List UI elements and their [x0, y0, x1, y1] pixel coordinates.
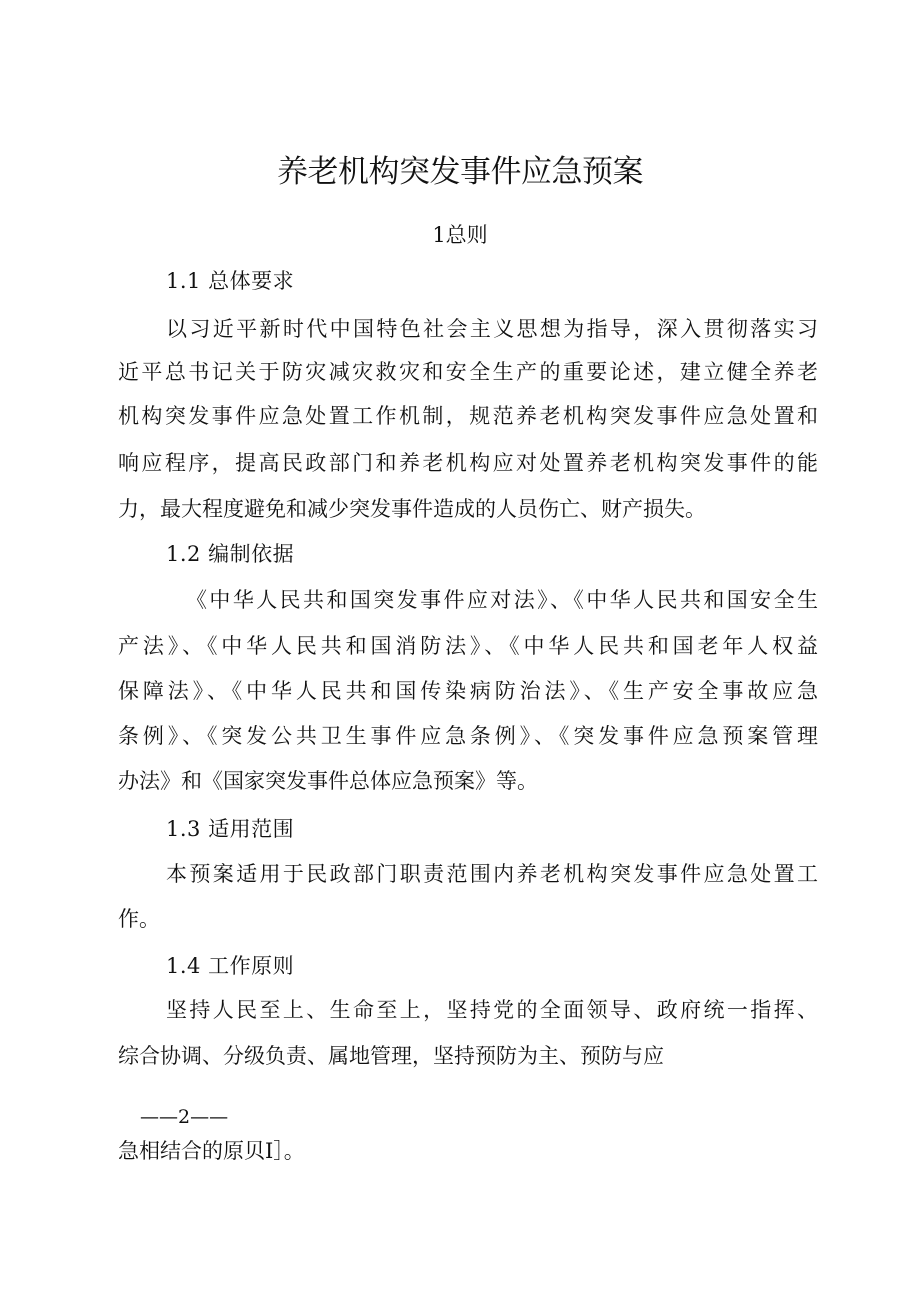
- paragraph-line: 《中华人民共和国突发事件应对法》、《中华人民共和国安全生: [186, 588, 818, 612]
- paragraph-line: 响应程序，提高民政部门和养老机构应对处置养老机构突发事件的能: [118, 451, 818, 475]
- paragraph-line: 条例》、《突发公共卫生事件应急条例》、《突发事件应急预案管理: [118, 724, 818, 748]
- page-title: 养老机构突发事件应急预案: [277, 154, 643, 190]
- paragraph-line: 综合协调、分级负责、属地管理，坚持预防为主、预防与应: [118, 1044, 664, 1068]
- section-heading-1-1: 1.1 总体要求: [166, 269, 295, 293]
- paragraph-line: 作。: [118, 907, 160, 931]
- section-heading-1-4: 1.4 工作原则: [166, 954, 295, 978]
- section-heading-1-2: 1.2 编制依据: [166, 542, 295, 566]
- paragraph-line: 机构突发事件应急处置工作机制，规范养老机构突发事件应急处置和: [118, 404, 818, 428]
- section-heading-1-3: 1.3 适用范围: [166, 817, 295, 841]
- paragraph-line: 以习近平新时代中国特色社会主义思想为指导，深入贯彻落实习: [166, 317, 818, 341]
- paragraph-line: 产法》、《中华人民共和国消防法》、《中华人民共和国老年人权益: [118, 634, 818, 658]
- paragraph-line: 近平总书记关于防灾减灾救灾和安全生产的重要论述，建立健全养老: [118, 360, 818, 384]
- paragraph-line: 力，最大程度避免和减少突发事件造成的人员伤亡、财产损失。: [118, 497, 706, 521]
- paragraph-line: 办法》和《国家突发事件总体应急预案》等。: [118, 769, 538, 793]
- continuation-line: 急相结合的原贝I］。: [118, 1139, 305, 1163]
- chapter-heading: 1总则: [432, 223, 488, 247]
- paragraph-line: 保障法》、《中华人民共和国传染病防治法》、《生产安全事故应急: [118, 679, 818, 703]
- paragraph-line: 本预案适用于民政部门职责范围内养老机构突发事件应急处置工: [166, 862, 818, 886]
- page-number: ——2——: [140, 1106, 229, 1128]
- paragraph-line: 坚持人民至上、生命至上，坚持党的全面领导、政府统一指挥、: [166, 998, 818, 1022]
